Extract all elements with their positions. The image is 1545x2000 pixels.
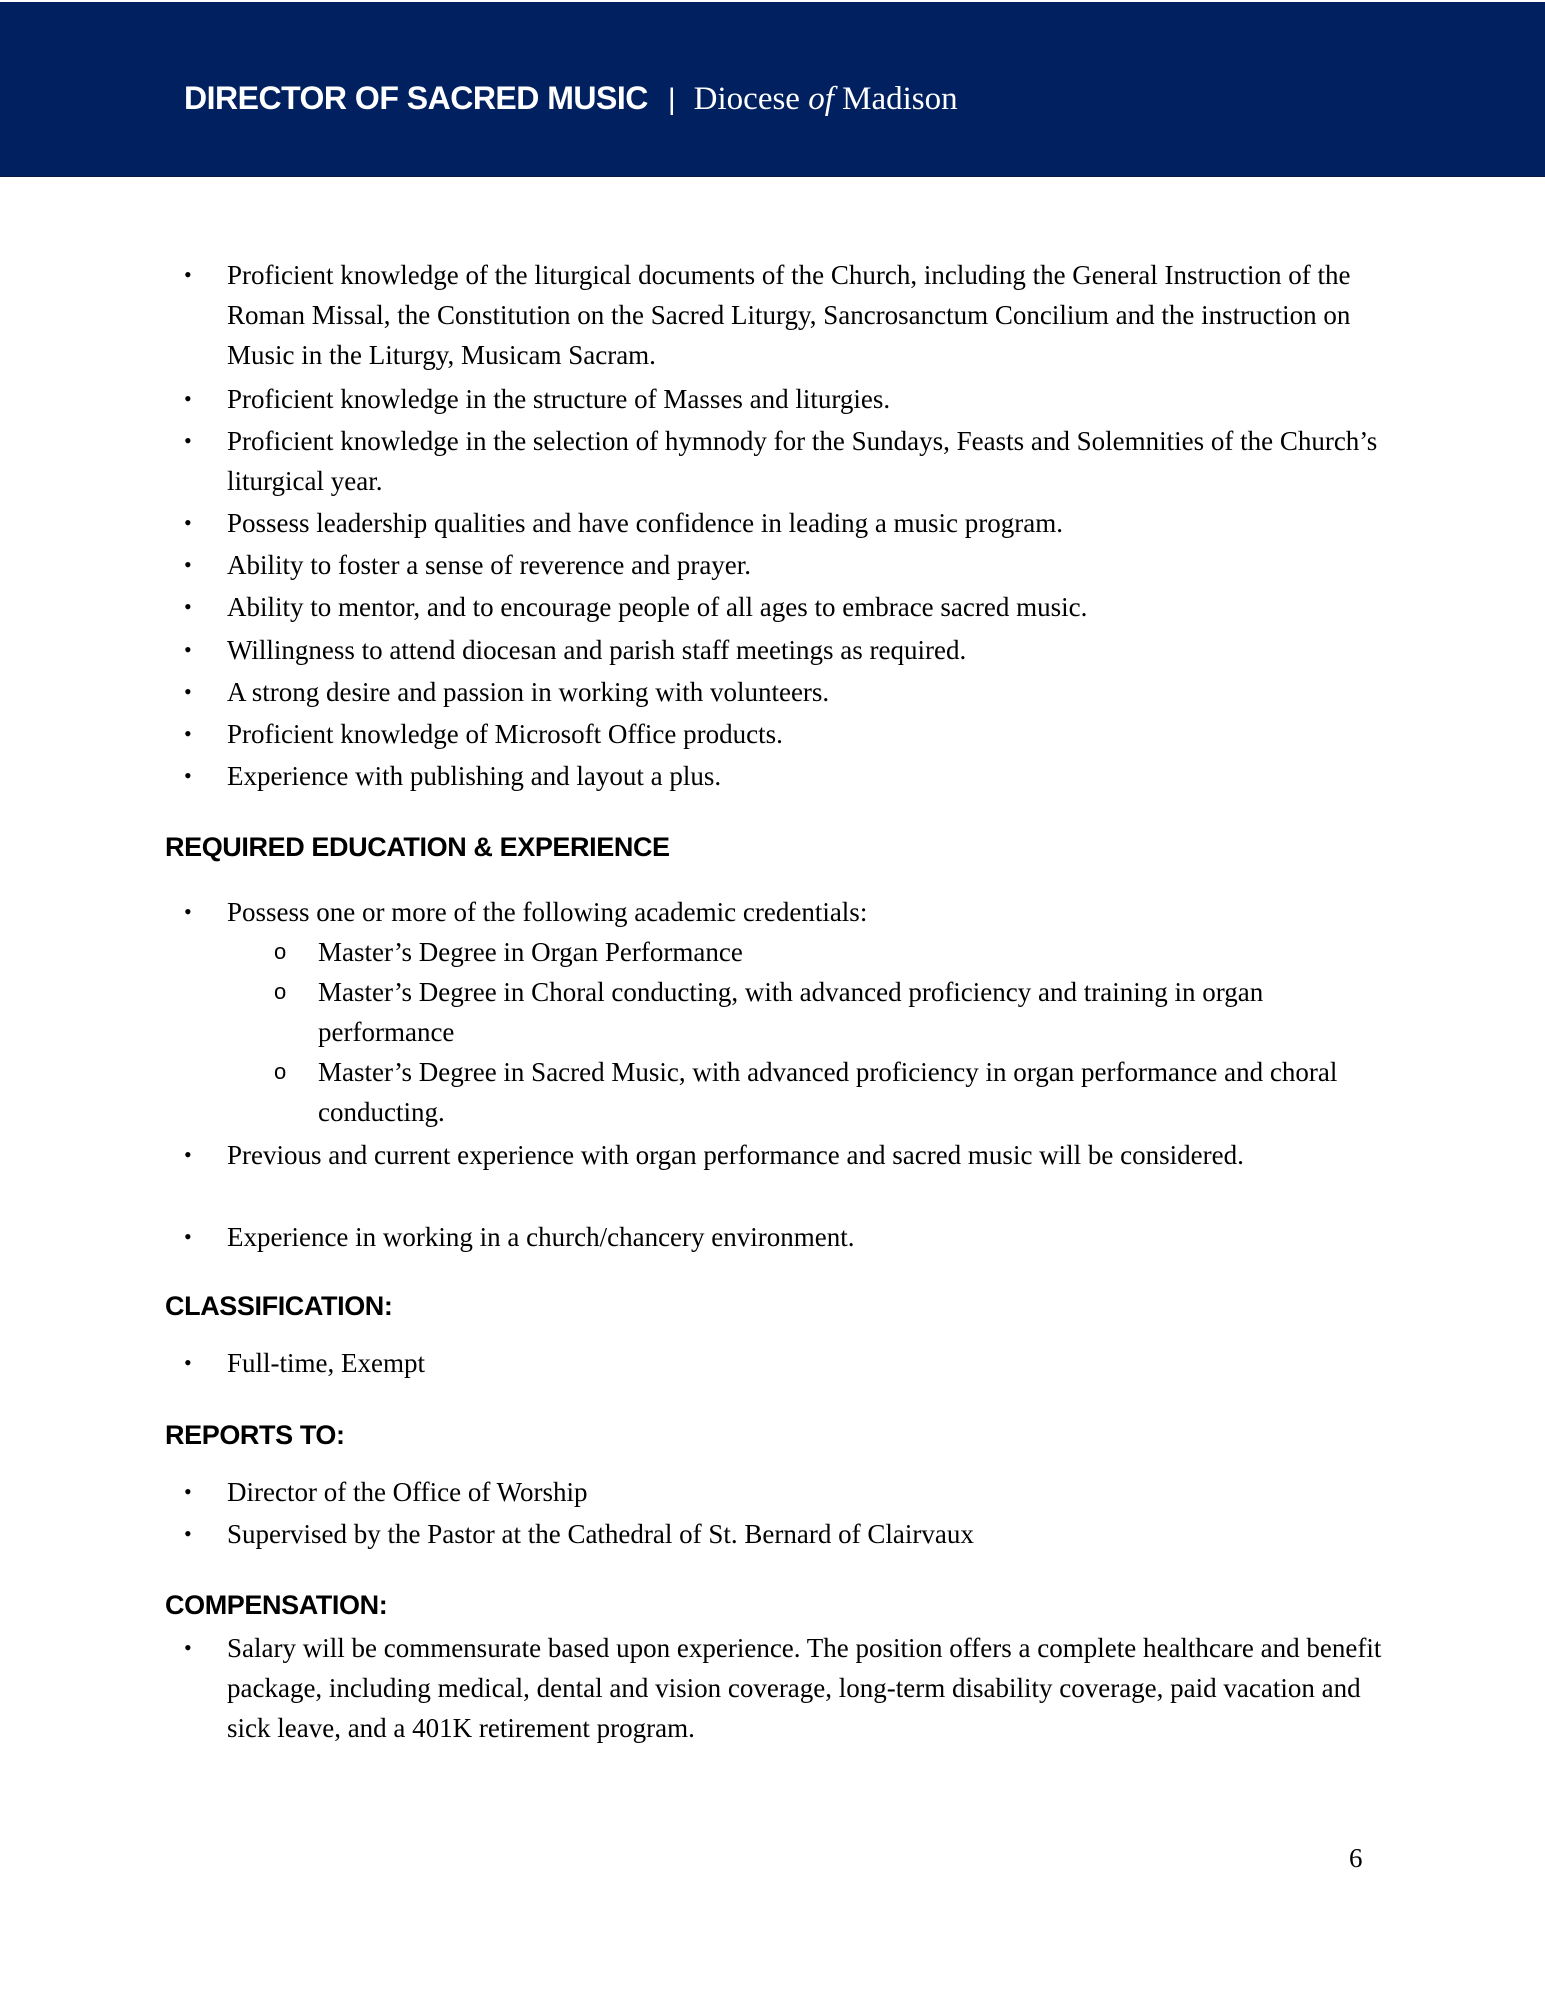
header-title: [184, 80, 958, 118]
bullet-icon: •: [184, 1521, 192, 1546]
list-item-text: Possess leadership qualities and have confidence in leading a music program.: [227, 508, 1064, 538]
list-item-text: Director of the Office of Worship: [227, 1477, 588, 1507]
bullet-icon: •: [184, 721, 192, 746]
bullet-icon: •: [184, 679, 192, 704]
bullet-icon: •: [184, 1479, 192, 1504]
list-item: [184, 1135, 1387, 1175]
list-item: [184, 756, 1387, 796]
list-item: [184, 587, 1387, 627]
list-item-text: Experience with publishing and layout a plus.: [227, 761, 722, 791]
bullet-icon: •: [184, 1224, 192, 1249]
bullet-icon: •: [184, 510, 192, 535]
list-item: [184, 1472, 1387, 1512]
org-prefix: Diocese: [693, 81, 809, 117]
bullet-icon: •: [184, 552, 192, 577]
sub-list-item: [274, 932, 1378, 972]
list-item: [184, 255, 1387, 375]
list-item: [184, 503, 1387, 543]
list-item-text: Master’s Degree in Sacred Music, with advanced proficiency in organ performance and choral conducting.: [318, 1057, 1338, 1127]
job-title: DIRECTOR OF SACRED MUSIC: [184, 80, 648, 116]
list-item: [184, 1628, 1387, 1748]
list-item-text: Experience in working in a church/chancery environment.: [227, 1222, 855, 1252]
list-item: [184, 1343, 1387, 1383]
list-item: [184, 1514, 1387, 1554]
list-item-text: Salary will be commensurate based upon experience. The position offers a complete healthcare and benefit package, including medical, dental and vision coverage, long-term disability coverage, paid vacation and sick leave, and a 401K retirement program.: [227, 1633, 1382, 1743]
document-header: [0, 2, 1545, 177]
sub-list-item: [274, 972, 1378, 1052]
bullet-icon: •: [184, 594, 192, 619]
bullet-icon: •: [184, 899, 192, 924]
list-item: [184, 892, 1387, 932]
bullet-icon: •: [184, 262, 192, 287]
sub-list-item: [274, 1052, 1378, 1132]
list-item: [184, 714, 1387, 754]
list-item: [184, 545, 1387, 585]
list-item-text: Proficient knowledge of Microsoft Office products.: [227, 719, 783, 749]
org-suffix: Madison: [833, 81, 958, 117]
bullet-icon: •: [184, 1635, 192, 1660]
bullet-icon: •: [184, 1350, 192, 1375]
title-separator: |: [667, 83, 676, 116]
organization-name: [694, 81, 958, 118]
section-heading-classification: CLASSIFICATION:: [165, 1291, 393, 1321]
list-item: [184, 1217, 1387, 1257]
list-item-text: Proficient knowledge of the liturgical documents of the Church, including the General Instruction of the Roman Missal, the Constitution on the Sacred Liturgy, Sancrosanctum Concilium and the instruction on Music in the Liturgy, Musicam Sacram.: [227, 260, 1351, 370]
list-item-text: Full-time, Exempt: [227, 1348, 425, 1378]
org-of: of: [808, 81, 834, 117]
list-item-text: Ability to mentor, and to encourage people of all ages to embrace sacred music.: [227, 592, 1088, 622]
list-item: [184, 421, 1387, 501]
hollow-bullet-icon: o: [274, 939, 287, 964]
bullet-icon: •: [184, 763, 192, 788]
list-item-text: Possess one or more of the following academic credentials:: [227, 897, 868, 927]
section-heading-education: REQUIRED EDUCATION & EXPERIENCE: [165, 832, 670, 862]
bullet-icon: •: [184, 1142, 192, 1167]
section-heading-compensation: COMPENSATION:: [165, 1590, 388, 1620]
hollow-bullet-icon: o: [274, 979, 287, 1004]
list-item-text: Previous and current experience with organ performance and sacred music will be considered.: [227, 1140, 1244, 1170]
list-item: [184, 630, 1387, 670]
list-item-text: Master’s Degree in Organ Performance: [318, 937, 743, 967]
list-item-text: Supervised by the Pastor at the Cathedral of St. Bernard of Clairvaux: [227, 1519, 974, 1549]
section-heading-reports-to: REPORTS TO:: [165, 1420, 345, 1450]
bullet-icon: •: [184, 428, 192, 453]
list-item: [184, 672, 1387, 712]
bullet-icon: •: [184, 386, 192, 411]
page-number: 6: [1349, 1843, 1363, 1873]
hollow-bullet-icon: o: [274, 1059, 287, 1084]
list-item-text: Willingness to attend diocesan and parish staff meetings as required.: [227, 635, 967, 665]
list-item-text: Proficient knowledge in the selection of hymnody for the Sundays, Feasts and Solemnities of the Church’s liturgical year.: [227, 426, 1378, 496]
bullet-icon: •: [184, 637, 192, 662]
list-item-text: Master’s Degree in Choral conducting, with advanced proficiency and training in organ performance: [318, 977, 1264, 1047]
list-item: [184, 379, 1387, 419]
list-item-text: A strong desire and passion in working with volunteers.: [227, 677, 830, 707]
list-item-text: Ability to foster a sense of reverence and prayer.: [227, 550, 752, 580]
list-item-text: Proficient knowledge in the structure of Masses and liturgies.: [227, 384, 891, 414]
